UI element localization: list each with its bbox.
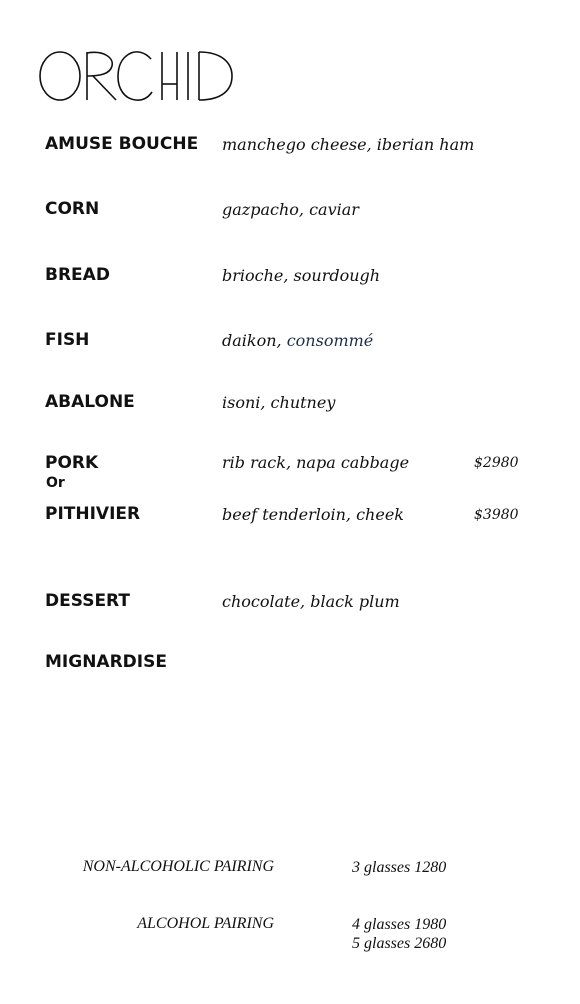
course-name-pork: PORK [45,453,99,473]
course-desc-fish-part-2: consommé [286,331,374,350]
course-desc-pithivier: beef tenderloin, cheek [222,505,404,524]
course-desc-abalone: isoni, chutney [222,393,336,412]
course-or-label: Or [46,475,65,491]
course-desc-fish [222,331,373,350]
course-name-mignardise: MIGNARDISE [45,652,167,672]
pairing-options-alcohol [352,915,446,953]
course-name-corn: CORN [45,199,100,219]
course-desc-amuse-bouche: manchego cheese, iberian ham [222,135,475,154]
pairing-options-non-alcoholic [352,858,446,877]
course-desc-fish-part-1: daikon, [222,331,287,350]
course-price-pithivier: $3980 [474,507,519,523]
pairing-option: 4 glasses 1980 [352,916,447,933]
course-desc-pork: rib rack, napa cabbage [222,453,410,472]
course-desc-bread: brioche, sourdough [222,266,381,285]
pairing-option: 3 glasses 1280 [352,859,447,876]
course-name-bread: BREAD [45,265,110,285]
course-desc-dessert: chocolate, black plum [222,592,400,611]
course-name-abalone: ABALONE [45,392,135,412]
pairing-option: 5 glasses 2680 [352,935,447,952]
course-name-pithivier: PITHIVIER [45,504,141,524]
course-desc-corn: gazpacho, caviar [222,200,359,219]
orchid-logo [38,48,234,104]
course-name-amuse-bouche: AMUSE BOUCHE [45,134,199,154]
pairing-label-alcohol: ALCOHOL PAIRING [137,915,274,932]
pairing-label-non-alcoholic: NON-ALCOHOLIC PAIRING [82,858,274,875]
course-price-pork: $2980 [474,455,519,471]
course-name-fish: FISH [45,330,90,350]
course-name-dessert: DESSERT [45,591,130,611]
